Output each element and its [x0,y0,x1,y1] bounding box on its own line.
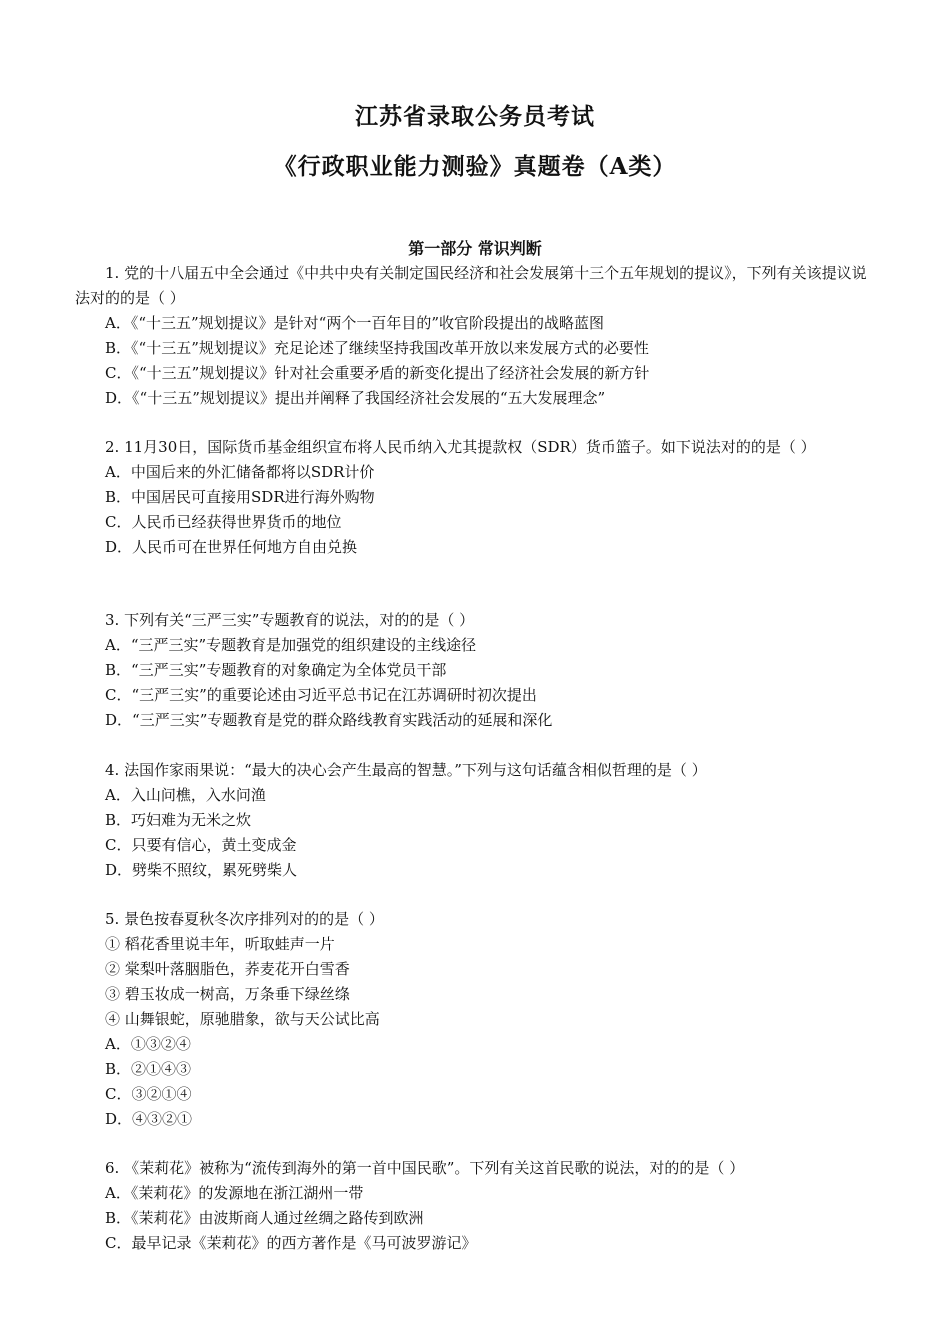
question-4 [75,758,880,883]
option-c: C．《“十三五”规划提议》针对社会重要矛盾的新变化提出了经济社会发展的新方针 [105,364,650,382]
option-a: A．《“十三五”规划提议》是针对“两个一百年目的”收官阶段提出的战略蓝图 [105,314,605,332]
option-c: C．“三严三实”的重要论述由习近平总书记在江苏调研时初次提出 [105,686,537,704]
section-heading: 第一部分 常识判断 [408,239,542,258]
question-stem: 2. 11月30日，国际货币基金组织宣布将人民币纳入尤其提款权（SDR）货币篮子。如下说法对的的是（ ） [105,438,816,456]
option-b: B．“三严三实”专题教育的对象确定为全体党员干部 [105,661,447,679]
option-a: A．中国后来的外汇储备都将以SDR计价 [105,463,375,481]
option-b: B．中国居民可直接用SDR进行海外购物 [105,488,375,506]
document-title-line1: 江苏省录取公务员考试 [355,103,595,130]
question-5 [75,907,880,1132]
question-stem: 6. 《茉莉花》被称为“流传到海外的第一首中国民歌”。下列有关这首民歌的说法，对的的是（ ） [105,1159,745,1177]
verse-item-1: ① 稻花香里说丰年，听取蛙声一片 [105,935,335,953]
option-c: C．③②①④ [105,1085,192,1103]
document-title-line2: 《行政职业能力测验》真题卷（A类） [273,153,677,180]
question-stem: 3. 下列有关“三严三实”专题教育的说法，对的的是（ ） [105,611,475,629]
verse-item-3: ③ 碧玉妆成一树高，万条垂下绿丝绦 [105,985,350,1003]
verse-item-2: ② 棠梨叶落胭脂色，荞麦花开白雪香 [105,960,350,978]
option-d: D．人民币可在世界任何地方自由兑换 [105,538,358,556]
option-d: D．“三严三实”专题教育是党的群众路线教育实践活动的延展和深化 [105,711,553,729]
option-a: A．《茉莉花》的发源地在浙江湖州一带 [105,1184,364,1202]
option-c: C．最早记录《茉莉花》的西方著作是《马可波罗游记》 [105,1234,477,1252]
option-b: B．《茉莉花》由波斯商人通过丝绸之路传到欧洲 [105,1209,424,1227]
question-1 [75,261,880,411]
option-c: C．只要有信心，黄土变成金 [105,836,297,854]
question-2 [75,435,880,560]
question-stem: 5. 景色按春夏秋冬次序排列对的的是（ ） [105,910,384,928]
option-a: A．①③②④ [105,1035,191,1053]
option-b: B．巧妇难为无米之炊 [105,811,252,829]
option-d: D．劈柴不照纹，累死劈柴人 [105,861,298,879]
option-b: B．《“十三五”规划提议》充足论述了继续坚持我国改革开放以来发展方式的必要性 [105,339,649,357]
verse-item-4: ④ 山舞银蛇，原驰腊象，欲与天公试比高 [105,1010,380,1028]
question-stem: 4. 法国作家雨果说：“最大的决心会产生最高的智慧。”下列与这句话蕴含相似哲理的是（ ） [105,761,707,779]
option-d: D．《“十三五”规划提议》提出并阐释了我国经济社会发展的“五大发展理念” [105,389,606,407]
question-3 [75,608,880,733]
option-a: A．入山问樵，入水问渔 [105,786,266,804]
question-6 [75,1156,880,1256]
question-stem: 1. 党的十八届五中全会通过《中共中央有关制定国民经济和社会发展第十三个五年规划的提议》，下列有关该提议说法对的的是（ ） [75,264,867,307]
option-d: D．④③②① [105,1110,193,1128]
option-a: A．“三严三实”专题教育是加强党的组织建设的主线途径 [105,636,477,654]
option-c: C．人民币已经获得世界货币的地位 [105,513,342,531]
option-b: B．②①④③ [105,1060,192,1078]
